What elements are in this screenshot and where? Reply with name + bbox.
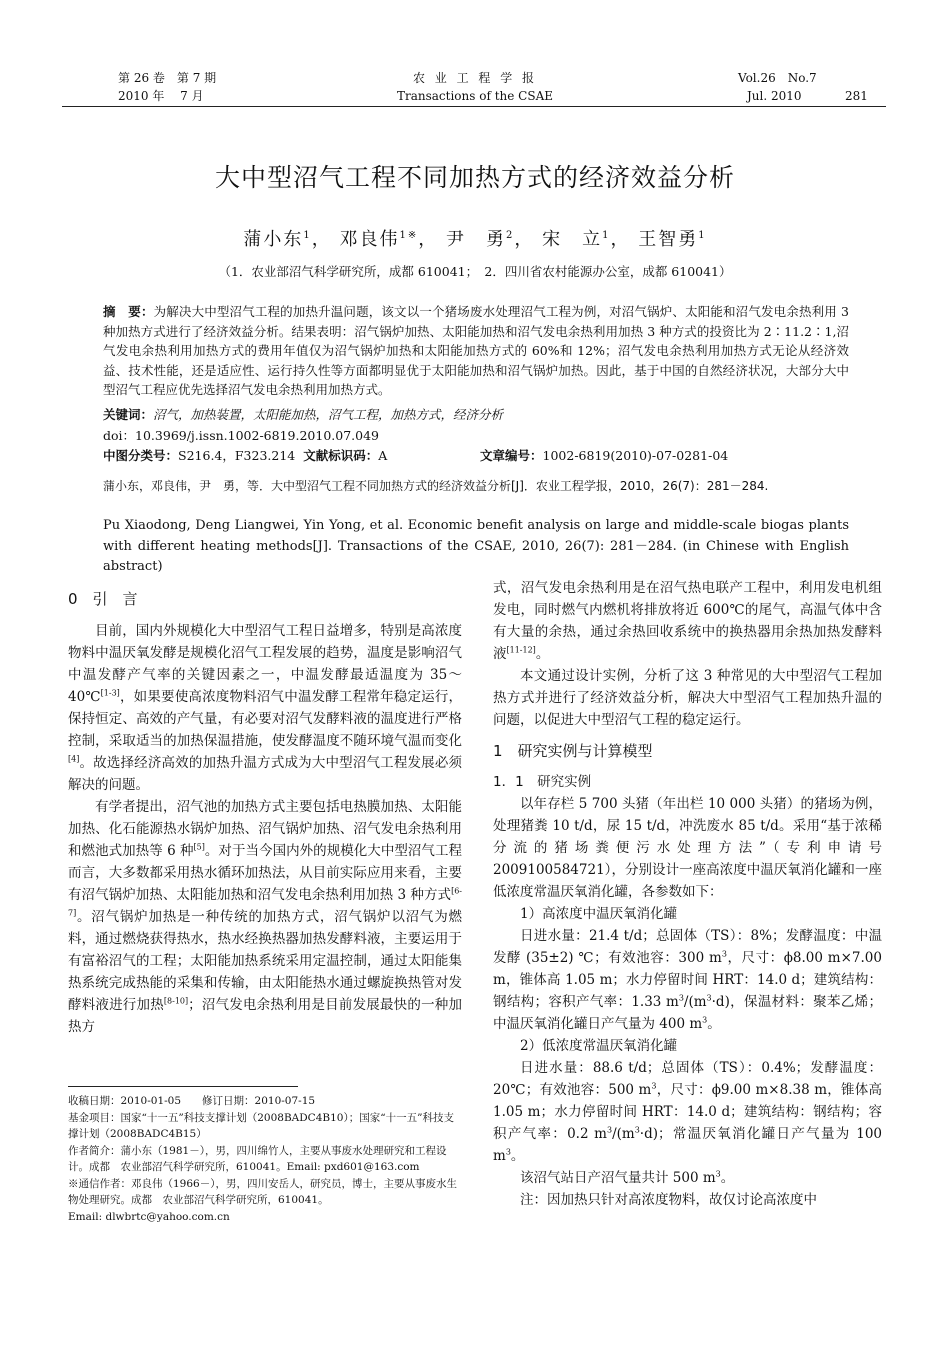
- right-column: [493, 577, 882, 1211]
- header-volume-cn: 第 26 卷 第 7 期: [118, 71, 217, 85]
- article-number: 文章编号：1002-6819(2010)-07-0281-04: [480, 448, 729, 463]
- abstract-label: 摘 要：: [103, 304, 154, 319]
- clc-value: S216.4，F323.214: [178, 448, 296, 463]
- paragraph: 日进水量：88.6 t/d；总固体（TS）：0.4%；发酵温度：20℃；有效池容：500 $m^3$，尺寸：ϕ9.00 m×8.38 m，锥体高 1.05 m；水力停留时间 HRT：14.0 d；建筑结构：钢结构；容积产气率：0.2 $m^3/(m^3\cdot d)$；常温厌氧消化罐日产气量为 100 $m^3$。: [493, 1060, 883, 1164]
- section-0-heading: 0 引 言: [68, 590, 138, 608]
- citation-en: Pu Xiaodong, Deng Liangwei, Yin Yong, et al. Economic benefit analysis on large and middle-scale biogas plants with different heating methods[J]. Transactions of the CSAE, 2010, 26(7): 281－284. (in Chinese with English abstract): [103, 518, 849, 574]
- footnote-rule: [68, 1086, 298, 1087]
- classification-line: 中图分类号：S216.4，F323.214 文献标识码：A 文章编号：1002-6819(2010)-07-0281-04: [103, 446, 849, 466]
- footnote-email: Email: dlwbrtc@yahoo.com.cn: [68, 1210, 230, 1223]
- footnotes: [68, 1093, 462, 1225]
- author-list: 蒲小东$^1$， 邓良伟$^{1※}$， 尹 勇$^2$， 宋 立$^1$， 王智勇$^1$: [243, 229, 707, 250]
- author-3: 尹 勇$^2$: [446, 229, 515, 250]
- section-1-1-heading: 1．1 研究实例: [493, 774, 592, 790]
- doi-label: doi：: [103, 428, 136, 443]
- left-column: [68, 588, 462, 1038]
- keywords: [103, 405, 849, 425]
- header-date-cn: 2010 年 7 月: [118, 89, 204, 103]
- paragraph: 日进水量：21.4 t/d；总固体（TS）：8%；发酵温度：中温发酵 (35±2) ℃；有效池容：300 $m^3$，尺寸：ϕ8.00 m×7.00 m，锥体高 1.05 m；水力停留时间 HRT：14.0 d；建筑结构：钢结构；容积产气率：1.33 $m^3/(m^3\cdot d)$，保温材料：聚苯乙烯；中温厌氧消化罐日产气量为 400 $m^3$。: [493, 928, 883, 1032]
- paragraph: 本文通过设计实例，分析了这 3 种常见的大中型沼气工程加热方式并进行了经济效益分析，解决大中型沼气工程加热升温的问题，以促进大中型沼气工程的稳定运行。: [493, 668, 882, 728]
- header-date-en: Jul. 2010: [747, 89, 802, 103]
- header-journal-en: Transactions of the CSAE: [396, 89, 554, 103]
- keywords-text: 沼气，加热装置，太阳能加热，沼气工程，加热方式，经济分析: [153, 407, 504, 422]
- header-volume-en: Vol.26 No.7: [738, 71, 817, 85]
- header-rule: [62, 106, 886, 107]
- affiliations: （1．农业部沼气科学研究所，成都 610041； 2．四川省农村能源办公室，成都 610041）: [218, 264, 732, 279]
- doi-value: 10.3969/j.issn.1002-6819.2010.07.049: [135, 428, 379, 443]
- footnote-author: 作者简介：蒲小东（1981－），男，四川绵竹人，主要从事废水处理研究和工程设计。成都 农业部沼气科学研究所，610041。Email: pxd601@163.com: [68, 1144, 447, 1173]
- abstract: [103, 302, 849, 400]
- author-2: 邓良伟$^{1※}$: [339, 229, 419, 250]
- doc-code: A: [378, 448, 388, 463]
- header-page-number: 281: [845, 89, 868, 103]
- paragraph: 有学者提出，沼气池的加热方式主要包括电热膜加热、太阳能加热、化石能源热水锅炉加热、沼气锅炉加热、沼气发电余热利用和燃池式加热等 6 种[5]。对于当今国内外的规模化大中型沼气工程而言，大多数都采用热水循环加热法，从目前实际应用来看，主要有沼气锅炉加热、太阳能加热和沼气发电余热利用加热 3 种方式[6-7]。沼气锅炉加热是一种传统的加热方式，沼气锅炉以沼气为燃料，通过燃烧获得热水，热水经换热器加热发酵料液，主要运用于有富裕沼气的工程；太阳能加热系统采用定温控制，通过太阳能集热系统完成热能的采集和传输，由太阳能热水通过螺旋换热管对发酵料液进行加热[8-10]；沼气发电余热利用是目前发展最快的一种加热方: [68, 799, 463, 1035]
- paragraph: 目前，国内外规模化大中型沼气工程日益增多，特别是高浓度物料中温厌氧发酵是规模化沼气工程发展的趋势，温度是影响沼气中温发酵产气率的关键因素之一，中温发酵最适温度为 35～40℃[1-3]，如果要使高浓度物料沼气中温发酵工程常年稳定运行，保持恒定、高效的产气量，有必要对沼气发酵料液的温度进行严格控制，采取适当的加热保温措施，使发酵温度不随环境气温而变化[4]。故选择经济高效的加热升温方式成为大中型沼气工程发展必须解决的问题。: [68, 623, 463, 793]
- doi-line: [103, 426, 849, 446]
- author-5: 王智勇$^1$: [638, 229, 707, 250]
- footnote-corresponding: ※通信作者：邓良伟（1966－），男，四川安岳人，研究员，博士，主要从事废水生物处理研究。成都 农业部沼气科学研究所，610041。: [68, 1177, 457, 1206]
- author-4: 宋 立$^1$: [542, 229, 611, 250]
- paragraph: 该沼气站日产沼气量共计 500 $m^3$。: [520, 1169, 735, 1186]
- section-1-heading: 1 研究实例与计算模型: [493, 742, 653, 760]
- list-item-heading: 2）低浓度常温厌氧消化罐: [520, 1038, 678, 1054]
- abstract-text: 为解决大中型沼气工程的加热升温问题，该文以一个猪场废水处理沼气工程为例，对沼气锅炉、太阳能和沼气发电余热利用 3 种加热方式进行了经济效益分析。结果表明：沼气锅炉加热、太阳能加热和沼气发电余热利用加热 3 种方式的投资比为 2∶11.2∶1,沼气发电余热利用加热方式的费用年值仅为沼气锅炉加热和太阳能加热方式的 60%和 12%；沼气发电余热利用加热方式无论从经济效益、技术性能，还是适应性、运行持久性等方面都明显优于太阳能加热和沼气锅炉加热。因此，基于中国的自然经济状况，大部分大中型沼气工程应优先选择沼气发电余热利用加热方式。: [103, 304, 849, 397]
- note-paragraph: 注：因加热只针对高浓度物料，故仅讨论高浓度中: [520, 1192, 817, 1208]
- footnote-received: 收稿日期：2010-01-05 修订日期：2010-07-15: [68, 1095, 316, 1107]
- footnote-funding: 基金项目：国家“十一五”科技支撑计划（2008BADC4B10）；国家“十一五”科技支撑计划（2008BADC4B15）: [68, 1111, 454, 1140]
- author-1: 蒲小东$^1$: [243, 229, 312, 250]
- paper-title: 大中型沼气工程不同加热方式的经济效益分析: [214, 163, 735, 192]
- paragraph: 以年存栏 5 700 头猪（年出栏 10 000 头猪）的猪场为例，处理猪粪 10 t/d，尿 15 t/d，冲洗废水 85 t/d。采用“基于浓稀分流的猪场粪便污水处理方法”（专利申请号 2009100584721），分别设计一座高浓度中温厌氧消化罐和一座低浓度常温厌氧消化罐，各参数如下：: [493, 796, 882, 900]
- keywords-label: 关键词：: [103, 407, 154, 422]
- list-item-heading: 1）高浓度中温厌氧消化罐: [520, 906, 678, 922]
- header-journal-cn: 农 业 工 程 学 报: [412, 71, 538, 85]
- paragraph: 式，沼气发电余热利用是在沼气热电联产工程中，利用发电机组发电，同时燃气内燃机将排放将近 600℃的尾气，高温气体中含有大量的余热，通过余热回收系统中的换热器用余热加热发酵料液[11-12]。: [493, 580, 882, 662]
- citation-cn: 蒲小东，邓良伟，尹 勇，等．大中型沼气工程不同加热方式的经济效益分析[J]．农业工程学报，2010，26(7)：281－284.: [103, 479, 769, 493]
